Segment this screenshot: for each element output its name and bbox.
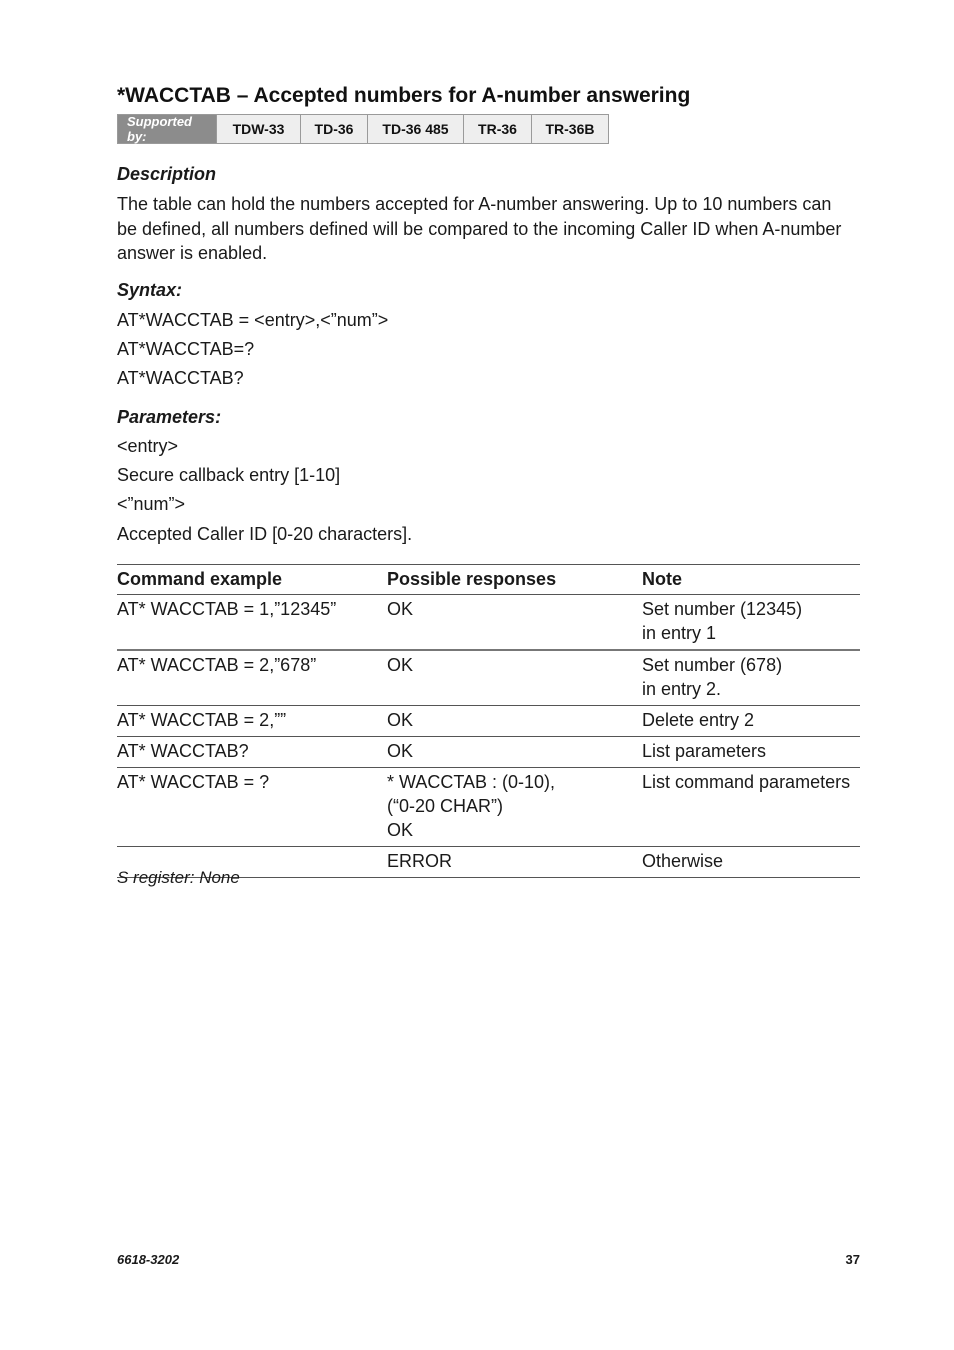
command-cell: AT* WACCTAB = 2,”678” [117, 650, 387, 706]
device-tag: TDW-33 [216, 115, 300, 143]
syntax-heading: Syntax: [117, 280, 183, 300]
command-cell: AT* WACCTAB = ? [117, 768, 387, 847]
device-tag: TD-36 [300, 115, 367, 143]
syntax-line: AT*WACCTAB=? [117, 339, 255, 359]
supported-by-label: Supported by: [118, 115, 216, 143]
table-row [117, 737, 860, 768]
response-line: OK [387, 820, 414, 840]
response-line: OK [387, 710, 414, 730]
parameter-line: <”num”> [117, 494, 186, 514]
note-line: Delete entry 2 [642, 710, 755, 730]
note-cell [642, 847, 860, 878]
parameter-line: <entry> [117, 436, 179, 456]
table-row [117, 768, 860, 847]
response-line: ERROR [387, 851, 453, 871]
response-cell [387, 706, 642, 737]
table-header-row [117, 565, 860, 595]
parameters-heading: Parameters: [117, 407, 222, 427]
note-line: Otherwise [642, 851, 724, 871]
command-cell: AT* WACCTAB = 2,”” [117, 706, 387, 737]
table-row [117, 650, 860, 706]
device-tag: TR-36B [531, 115, 608, 143]
note-cell [642, 768, 860, 847]
response-cell [387, 595, 642, 651]
note-line: List command parameters [642, 772, 851, 792]
note-cell [642, 706, 860, 737]
note-cell [642, 595, 860, 651]
parameter-line: Secure callback entry [1-10] [117, 465, 341, 485]
description-heading: Description [117, 164, 217, 184]
document-number: 6618-3202 [117, 1252, 180, 1267]
note-cell [642, 737, 860, 768]
note-line: Set number (12345) [642, 599, 803, 619]
response-cell [387, 847, 642, 878]
response-cell [387, 737, 642, 768]
syntax-line: AT*WACCTAB? [117, 368, 244, 388]
description-text: The table can hold the numbers accepted for A-number answering. Up to 10 numbers can be defined, all numbers defined will be compared to the incoming Caller ID when A-number answer is enabled. [117, 194, 842, 263]
device-tag: TR-36 [463, 115, 531, 143]
response-line: OK [387, 599, 414, 619]
supported-by-bar [117, 114, 609, 144]
note-line: in entry 1 [642, 623, 717, 643]
note-line: in entry 2. [642, 679, 722, 699]
response-cell [387, 768, 642, 847]
command-table [117, 564, 860, 878]
parameter-line: Accepted Caller ID [0-20 characters]. [117, 524, 413, 544]
command-cell: AT* WACCTAB? [117, 737, 387, 768]
page-number: 37 [845, 1252, 860, 1267]
table-row [117, 595, 860, 651]
device-tag: TD-36 485 [367, 115, 463, 143]
column-header-note: Note [642, 565, 860, 595]
response-cell [387, 650, 642, 706]
response-line: OK [387, 655, 414, 675]
column-header-command: Command example [117, 565, 387, 595]
note-line: Set number (678) [642, 655, 783, 675]
s-register-note: S register: None [117, 868, 240, 887]
note-line: List parameters [642, 741, 767, 761]
column-header-responses: Possible responses [387, 565, 642, 595]
command-cell: AT* WACCTAB = 1,”12345” [117, 595, 387, 651]
response-line: OK [387, 741, 414, 761]
page-title: *WACCTAB – Accepted numbers for A-number answering [117, 84, 691, 107]
response-line: * WACCTAB : (0-10), [387, 772, 556, 792]
note-cell [642, 650, 860, 706]
syntax-line: AT*WACCTAB = <entry>,<”num”> [117, 310, 389, 330]
response-line: (“0-20 CHAR”) [387, 796, 504, 816]
table-row [117, 706, 860, 737]
